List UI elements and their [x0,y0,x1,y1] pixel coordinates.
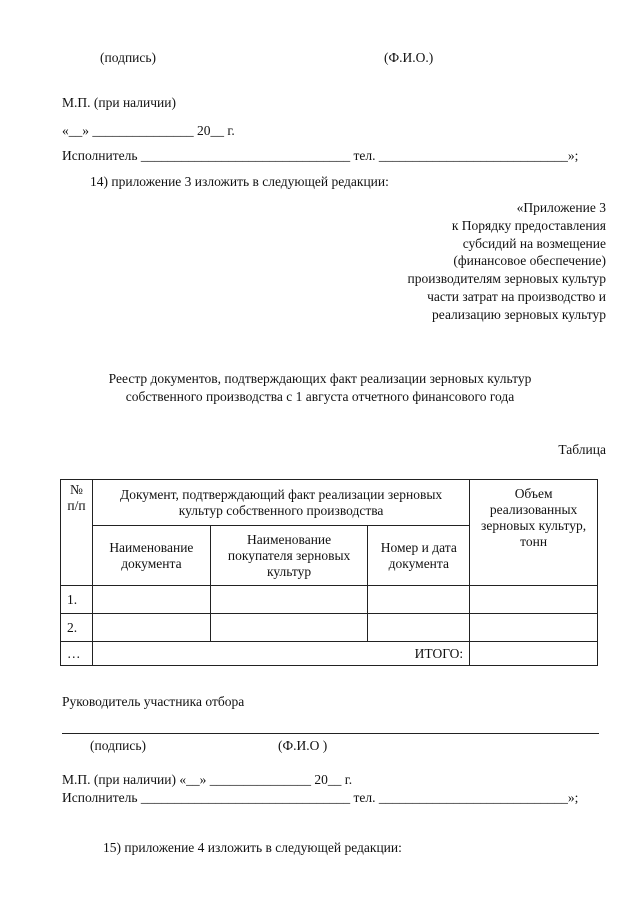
header-num: № п/п [61,480,93,586]
header-volume: Объем реализованных зерновых культур, тонн [470,480,598,586]
appendix-line: реализацию зерновых культур [432,306,606,322]
head-label: Руководитель участника отбора [62,694,245,709]
table-cell [210,586,368,614]
fio-caption-top: (Ф.И.О.) [384,50,434,65]
header-number-date: Номер и дата документа [368,526,470,586]
executor-line-top: Исполнитель _______________________________ тел. ____________________________»; [62,148,579,163]
appendix-line: части затрат на производство и [427,288,606,304]
fio-caption-bottom: (Ф.И.О ) [278,738,328,753]
total-label: ИТОГО: [92,642,469,666]
total-value-cell [470,642,598,666]
table-cell [368,614,470,642]
executor-line-bottom: Исполнитель _______________________________ тел. ____________________________»; [62,790,579,805]
stamp-label-top: М.П. (при наличии) [62,95,176,110]
table-cell [92,614,210,642]
document-title-line: собственного производства с 1 августа отчетного финансового года [125,389,515,404]
stamp-date-line-bottom: М.П. (при наличии) «__» _______________ 20__ г. [62,772,353,787]
appendix-line: субсидий на возмещение [462,235,606,251]
appendix-header [407,199,606,324]
signature-caption-top: (подпись) [100,50,157,65]
appendix-line: «Приложение 3 [516,200,606,215]
table-cell [210,614,368,642]
table-row [61,586,598,614]
row-number: … [61,642,93,666]
appendix-line: (финансовое обеспечение) [453,253,606,269]
header-document-group: Документ, подтверждающий факт реализации зерновых культур собственного производства [92,480,469,526]
table-cell [470,614,598,642]
table-cell [470,586,598,614]
document-title-line: Реестр документов, подтверждающих факт реализации зерновых культур [108,371,532,386]
document-title [0,370,640,406]
header-buyer: Наименование покупателя зерновых культур [210,526,368,586]
appendix-line: к Порядку предоставления [451,217,606,233]
table-label: Таблица [558,442,606,457]
table-row-total [61,642,598,666]
appendix-line: производителям зерновых культур [407,271,606,287]
table-row [61,614,598,642]
row-number: 2. [61,614,93,642]
row-number: 1. [61,586,93,614]
date-line-top: «__» _______________ 20__ г. [62,123,235,138]
signature-caption-bottom: (подпись) [90,738,147,753]
registry-table [60,479,598,666]
header-doc-name: Наименование документа [92,526,210,586]
table-cell [92,586,210,614]
signature-line [62,733,599,734]
item-15-text: 15) приложение 4 изложить в следующей редакции: [103,840,402,855]
item-14-text: 14) приложение 3 изложить в следующей редакции: [90,174,389,189]
table-cell [368,586,470,614]
